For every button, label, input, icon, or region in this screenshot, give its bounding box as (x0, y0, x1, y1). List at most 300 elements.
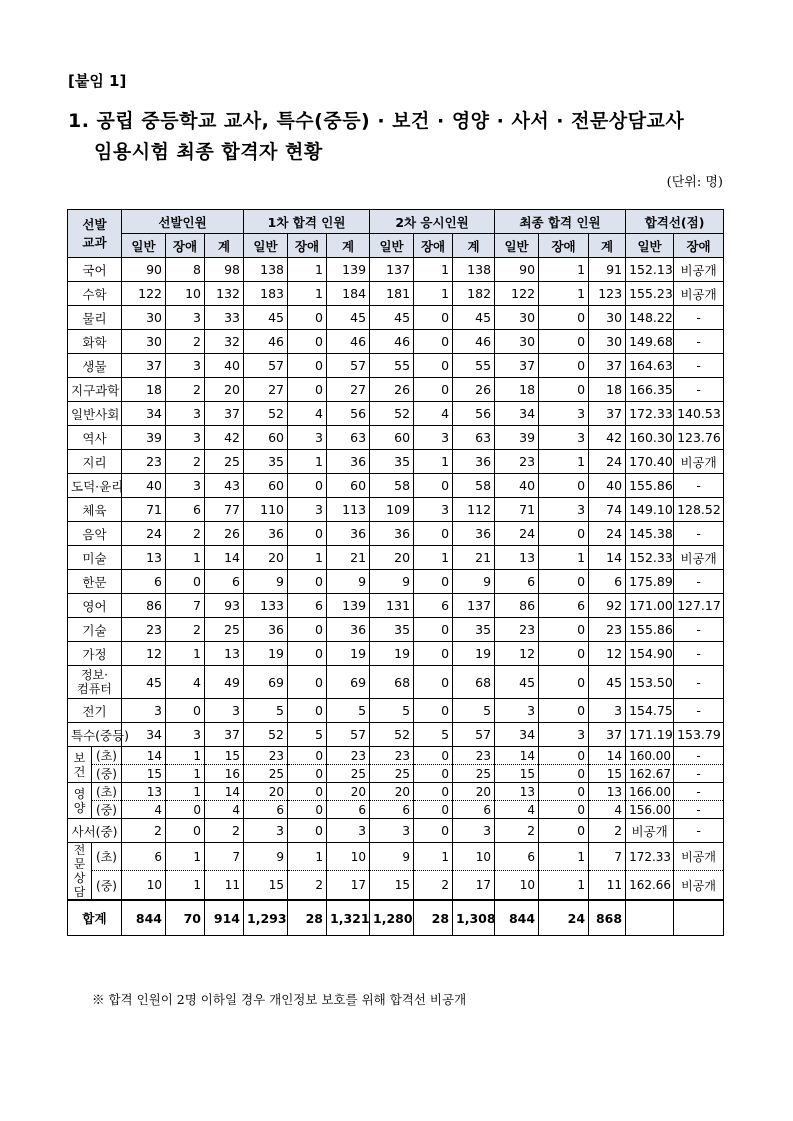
value-cell: 137 (453, 594, 495, 618)
value-cell: 69 (244, 666, 288, 699)
value-cell: 3 (539, 723, 589, 747)
value-cell: 35 (244, 450, 288, 474)
value-cell: 63 (453, 426, 495, 450)
value-cell: 3 (495, 699, 539, 723)
subject-cell: 음악 (68, 522, 122, 546)
value-cell: 20 (244, 783, 288, 801)
value-cell: 139 (327, 594, 370, 618)
value-cell: 19 (327, 642, 370, 666)
table-row (68, 765, 724, 783)
value-cell: 6 (205, 570, 244, 594)
cutoff-cell: - (674, 330, 724, 354)
value-cell: 68 (370, 666, 414, 699)
value-cell: 23 (589, 618, 626, 642)
value-cell: 4 (288, 402, 327, 426)
value-cell: 23 (244, 747, 288, 765)
value-cell: 36 (244, 522, 288, 546)
value-cell: 37 (495, 354, 539, 378)
value-cell: 9 (453, 570, 495, 594)
subject-cell: 가정 (68, 642, 122, 666)
value-cell: 23 (495, 618, 539, 642)
value-cell: 14 (589, 747, 626, 765)
subject-cell: 미술 (68, 546, 122, 570)
value-cell: 3 (166, 306, 205, 330)
value-cell: 24 (495, 522, 539, 546)
value-cell: 0 (288, 747, 327, 765)
value-cell: 0 (414, 783, 453, 801)
value-cell: 0 (166, 819, 205, 843)
value-cell: 3 (166, 402, 205, 426)
value-cell: 2 (589, 819, 626, 843)
cutoff-cell: 164.63 (626, 354, 674, 378)
value-cell: 0 (288, 522, 327, 546)
header-general: 일반 (370, 234, 414, 258)
value-cell: 1 (414, 546, 453, 570)
value-cell: 0 (539, 819, 589, 843)
table-row (68, 378, 724, 402)
value-cell: 12 (122, 642, 166, 666)
header-disabled: 장애 (288, 234, 327, 258)
value-cell: 13 (122, 783, 166, 801)
subject-cell: 화학 (68, 330, 122, 354)
table-row (68, 354, 724, 378)
value-cell: 25 (327, 765, 370, 783)
value-cell: 45 (122, 666, 166, 699)
value-cell: 28 (414, 900, 453, 936)
cutoff-cell: 비공개 (674, 546, 724, 570)
footnote: ※ 합격 인원이 2명 이하일 경우 개인정보 보호를 위해 합격선 비공개 (92, 992, 467, 1007)
value-cell: 19 (370, 642, 414, 666)
table-row (68, 522, 724, 546)
cutoff-cell: 152.33 (626, 546, 674, 570)
table-row (68, 871, 724, 900)
value-cell: 3 (288, 498, 327, 522)
value-cell: 3 (166, 723, 205, 747)
value-cell: 24 (589, 522, 626, 546)
value-cell: 30 (122, 306, 166, 330)
value-cell: 184 (327, 282, 370, 306)
subject-cell: 국어 (68, 258, 122, 282)
value-cell: 6 (244, 801, 288, 819)
header-total: 계 (327, 234, 370, 258)
cutoff-cell: 162.67 (626, 765, 674, 783)
value-cell: 63 (327, 426, 370, 450)
subject-cell: 정보· 컴퓨터 (68, 666, 122, 699)
value-cell: 35 (370, 450, 414, 474)
value-cell: 19 (453, 642, 495, 666)
value-cell: 0 (288, 819, 327, 843)
value-cell: 3 (166, 474, 205, 498)
value-cell: 45 (244, 306, 288, 330)
cutoff-cell: 160.30 (626, 426, 674, 450)
subject-cell: 수학 (68, 282, 122, 306)
value-cell: 0 (288, 378, 327, 402)
value-cell: 0 (414, 354, 453, 378)
subject-cell: 한문 (68, 570, 122, 594)
header-disabled: 장애 (166, 234, 205, 258)
cutoff-cell: 154.90 (626, 642, 674, 666)
subject-cell: 영어 (68, 594, 122, 618)
value-cell: 37 (589, 402, 626, 426)
cutoff-cell: 비공개 (674, 843, 724, 871)
value-cell: 3 (539, 426, 589, 450)
cutoff-cell: - (674, 666, 724, 699)
value-cell: 2 (414, 871, 453, 900)
value-cell: 5 (244, 699, 288, 723)
cutoff-cell: 171.19 (626, 723, 674, 747)
value-cell: 1 (166, 783, 205, 801)
value-cell: 23 (122, 450, 166, 474)
health-group-label: 보건 (68, 747, 92, 783)
header-disabled: 장애 (539, 234, 589, 258)
value-cell: 0 (414, 642, 453, 666)
value-cell: 23 (327, 747, 370, 765)
value-cell: 56 (453, 402, 495, 426)
value-cell: 1 (539, 450, 589, 474)
level-cell: (중) (92, 801, 122, 819)
cutoff-cell: 149.68 (626, 330, 674, 354)
value-cell: 25 (244, 765, 288, 783)
value-cell: 138 (453, 258, 495, 282)
table-row (68, 474, 724, 498)
value-cell: 40 (589, 474, 626, 498)
value-cell: 0 (414, 819, 453, 843)
value-cell: 34 (495, 723, 539, 747)
cutoff-cell: 155.86 (626, 474, 674, 498)
value-cell: 3 (539, 402, 589, 426)
value-cell: 0 (414, 699, 453, 723)
value-cell: 98 (205, 258, 244, 282)
value-cell: 46 (370, 330, 414, 354)
table-body (68, 258, 724, 936)
table-row (68, 570, 724, 594)
cutoff-cell: 162.66 (626, 871, 674, 900)
value-cell: 36 (453, 450, 495, 474)
value-cell: 34 (122, 723, 166, 747)
table-row-total (68, 900, 724, 936)
value-cell: 28 (288, 900, 327, 936)
value-cell: 26 (370, 378, 414, 402)
value-cell: 0 (288, 783, 327, 801)
level-cell: (초) (92, 747, 122, 765)
cutoff-cell: - (674, 570, 724, 594)
value-cell: 56 (327, 402, 370, 426)
header-disabled: 장애 (674, 234, 724, 258)
value-cell: 18 (589, 378, 626, 402)
value-cell: 122 (122, 282, 166, 306)
value-cell: 3 (288, 426, 327, 450)
cutoff-cell: 152.13 (626, 258, 674, 282)
header-cutoff: 합격선(점) (626, 210, 724, 234)
value-cell: 0 (288, 642, 327, 666)
value-cell: 3 (589, 699, 626, 723)
value-cell: 0 (166, 699, 205, 723)
value-cell: 19 (244, 642, 288, 666)
value-cell: 0 (288, 474, 327, 498)
value-cell: 7 (166, 594, 205, 618)
value-cell: 37 (205, 723, 244, 747)
value-cell: 0 (414, 570, 453, 594)
value-cell: 69 (327, 666, 370, 699)
value-cell: 49 (205, 666, 244, 699)
value-cell: 24 (589, 450, 626, 474)
value-cell: 1 (288, 546, 327, 570)
table-row (68, 783, 724, 801)
value-cell: 2 (288, 871, 327, 900)
total-label: 합계 (68, 900, 122, 936)
value-cell: 52 (244, 723, 288, 747)
value-cell: 6 (166, 498, 205, 522)
table-row (68, 282, 724, 306)
value-cell: 92 (589, 594, 626, 618)
value-cell: 20 (327, 783, 370, 801)
value-cell: 6 (327, 801, 370, 819)
header-total: 계 (205, 234, 244, 258)
value-cell: 26 (205, 522, 244, 546)
subject-cell: 전기 (68, 699, 122, 723)
value-cell: 1,321 (327, 900, 370, 936)
value-cell: 13 (495, 783, 539, 801)
value-cell: 0 (414, 747, 453, 765)
value-cell: 0 (414, 330, 453, 354)
value-cell: 0 (539, 666, 589, 699)
value-cell: 90 (495, 258, 539, 282)
table-row (68, 819, 724, 843)
value-cell: 0 (414, 522, 453, 546)
value-cell: 36 (327, 522, 370, 546)
value-cell: 1 (539, 546, 589, 570)
value-cell: 182 (453, 282, 495, 306)
cutoff-cell: 128.52 (674, 498, 724, 522)
value-cell: 1 (539, 871, 589, 900)
value-cell: 0 (414, 474, 453, 498)
value-cell: 7 (589, 843, 626, 871)
cutoff-cell: 140.53 (674, 402, 724, 426)
cutoff-cell: 175.89 (626, 570, 674, 594)
value-cell: 40 (122, 474, 166, 498)
cutoff-cell: 156.00 (626, 801, 674, 819)
cutoff-cell: 166.00 (626, 783, 674, 801)
value-cell: 0 (539, 699, 589, 723)
header-general: 일반 (495, 234, 539, 258)
value-cell: 58 (453, 474, 495, 498)
value-cell: 39 (122, 426, 166, 450)
value-cell: 1 (539, 282, 589, 306)
value-cell: 52 (370, 402, 414, 426)
value-cell: 181 (370, 282, 414, 306)
header-disabled: 장애 (414, 234, 453, 258)
value-cell: 5 (370, 699, 414, 723)
cutoff-cell: - (674, 354, 724, 378)
value-cell: 10 (327, 843, 370, 871)
value-cell: 6 (495, 570, 539, 594)
value-cell: 57 (327, 723, 370, 747)
page-title (68, 106, 684, 168)
value-cell: 10 (495, 871, 539, 900)
value-cell: 1 (414, 258, 453, 282)
table-row (68, 450, 724, 474)
value-cell: 60 (370, 426, 414, 450)
value-cell: 1 (539, 843, 589, 871)
value-cell: 0 (539, 378, 589, 402)
table-header (68, 210, 724, 258)
table-row (68, 618, 724, 642)
value-cell: 0 (288, 765, 327, 783)
value-cell: 15 (244, 871, 288, 900)
nutrition-group-label: 영양 (68, 783, 92, 819)
cutoff-cell: 비공개 (674, 258, 724, 282)
cutoff-cell: - (674, 306, 724, 330)
value-cell: 74 (589, 498, 626, 522)
value-cell: 0 (539, 642, 589, 666)
value-cell: 0 (539, 474, 589, 498)
value-cell: 9 (370, 570, 414, 594)
cutoff-cell: 127.17 (674, 594, 724, 618)
value-cell: 14 (205, 783, 244, 801)
cutoff-cell: - (674, 618, 724, 642)
value-cell: 133 (244, 594, 288, 618)
value-cell: 71 (122, 498, 166, 522)
cutoff-cell: 비공개 (674, 450, 724, 474)
value-cell: 17 (327, 871, 370, 900)
value-cell: 9 (244, 843, 288, 871)
value-cell: 46 (453, 330, 495, 354)
value-cell: 52 (370, 723, 414, 747)
value-cell: 6 (539, 594, 589, 618)
value-cell: 30 (589, 306, 626, 330)
value-cell: 25 (453, 765, 495, 783)
value-cell: 3 (414, 498, 453, 522)
value-cell: 112 (453, 498, 495, 522)
cutoff-cell: - (674, 699, 724, 723)
value-cell: 0 (414, 618, 453, 642)
table-row (68, 801, 724, 819)
value-cell: 3 (327, 819, 370, 843)
value-cell: 1 (288, 450, 327, 474)
value-cell: 4 (589, 801, 626, 819)
value-cell: 6 (453, 801, 495, 819)
value-cell: 36 (453, 522, 495, 546)
value-cell: 45 (453, 306, 495, 330)
title-line-1: 1. 공립 중등학교 교사, 특수(중등) · 보건 · 영양 · 사서 · 전문상담교사 (68, 110, 685, 132)
value-cell: 46 (327, 330, 370, 354)
cutoff-cell: 145.38 (626, 522, 674, 546)
value-cell: 45 (495, 666, 539, 699)
value-cell: 6 (122, 570, 166, 594)
value-cell: 0 (539, 618, 589, 642)
value-cell: 3 (122, 699, 166, 723)
table-row (68, 258, 724, 282)
value-cell: 30 (495, 330, 539, 354)
value-cell: 0 (539, 783, 589, 801)
value-cell: 23 (122, 618, 166, 642)
header-first-pass: 1차 합격 인원 (244, 210, 370, 234)
value-cell: 52 (244, 402, 288, 426)
value-cell: 57 (453, 723, 495, 747)
value-cell: 27 (327, 378, 370, 402)
value-cell: 0 (539, 765, 589, 783)
value-cell: 70 (166, 900, 205, 936)
table-row (68, 642, 724, 666)
value-cell: 10 (453, 843, 495, 871)
value-cell: 12 (495, 642, 539, 666)
cutoff-cell: - (674, 642, 724, 666)
value-cell: 30 (122, 330, 166, 354)
table-row (68, 546, 724, 570)
value-cell: 21 (453, 546, 495, 570)
value-cell: 844 (495, 900, 539, 936)
cutoff-cell: - (674, 522, 724, 546)
value-cell: 123 (589, 282, 626, 306)
value-cell: 57 (327, 354, 370, 378)
value-cell: 15 (205, 747, 244, 765)
unit-label: (단위: 명) (666, 175, 723, 190)
cutoff-cell: 171.00 (626, 594, 674, 618)
value-cell: 1,308 (453, 900, 495, 936)
value-cell: 0 (288, 801, 327, 819)
table-row (68, 666, 724, 699)
value-cell: 20 (370, 546, 414, 570)
value-cell: 24 (539, 900, 589, 936)
value-cell: 36 (327, 450, 370, 474)
subject-cell: 체육 (68, 498, 122, 522)
level-cell: (중) (92, 871, 122, 900)
value-cell: 32 (205, 330, 244, 354)
cutoff-cell: 155.23 (626, 282, 674, 306)
value-cell: 26 (453, 378, 495, 402)
subject-cell: 사서(중) (68, 819, 122, 843)
value-cell: 5 (453, 699, 495, 723)
value-cell: 138 (244, 258, 288, 282)
value-cell: 1 (166, 843, 205, 871)
value-cell: 57 (244, 354, 288, 378)
value-cell: 1 (166, 871, 205, 900)
header-general: 일반 (626, 234, 674, 258)
value-cell: 68 (453, 666, 495, 699)
value-cell: 2 (122, 819, 166, 843)
value-cell: 6 (122, 843, 166, 871)
value-cell: 13 (495, 546, 539, 570)
value-cell: 0 (166, 570, 205, 594)
value-cell: 16 (205, 765, 244, 783)
value-cell: 55 (453, 354, 495, 378)
value-cell: 914 (205, 900, 244, 936)
value-cell: 0 (539, 522, 589, 546)
value-cell: 23 (495, 450, 539, 474)
subject-cell: 일반사회 (68, 402, 122, 426)
value-cell: 45 (370, 306, 414, 330)
value-cell: 27 (244, 378, 288, 402)
value-cell: 1 (288, 282, 327, 306)
value-cell: 3 (453, 819, 495, 843)
cutoff-cell: 148.22 (626, 306, 674, 330)
value-cell: 131 (370, 594, 414, 618)
value-cell: 58 (370, 474, 414, 498)
value-cell: 3 (539, 498, 589, 522)
value-cell: 60 (327, 474, 370, 498)
value-cell: 5 (414, 723, 453, 747)
value-cell: 86 (495, 594, 539, 618)
value-cell: 17 (453, 871, 495, 900)
value-cell: 2 (495, 819, 539, 843)
value-cell: 2 (166, 378, 205, 402)
value-cell: 9 (370, 843, 414, 871)
value-cell: 60 (244, 426, 288, 450)
value-cell: 1,280 (370, 900, 414, 936)
value-cell: 0 (288, 666, 327, 699)
table-row (68, 498, 724, 522)
attachment-label: [붙임 1] (68, 72, 127, 90)
